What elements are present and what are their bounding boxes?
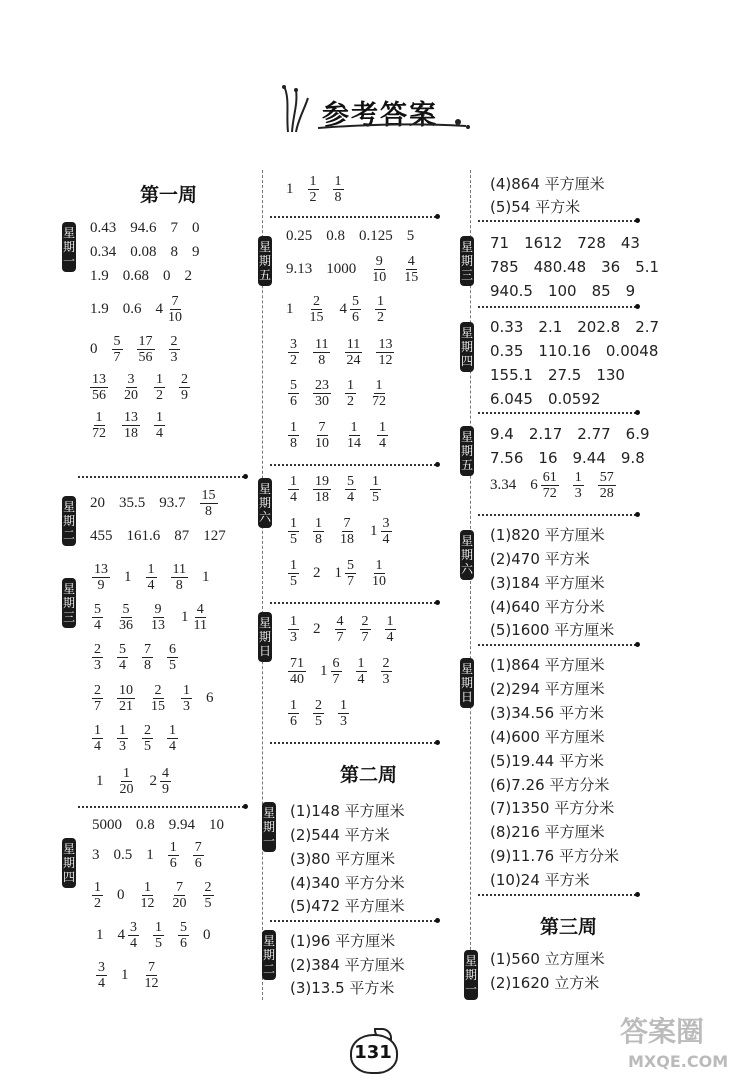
section-divider bbox=[270, 602, 436, 604]
answer-line: (7)1350 平方分米 bbox=[490, 799, 615, 817]
day-tab-saturday: 星 期 六 bbox=[460, 530, 474, 580]
answer-row: $\frac{5}{6}$ $\frac{23}{30}$ $\frac{1}{2}$ $\frac{1}{72}$ bbox=[290, 378, 386, 409]
answer-row: $\frac{1}{4}$ $\frac{19}{18}$ $\frac{5}{4}$ $\frac{1}{5}$ bbox=[290, 474, 379, 505]
answer-row: 1 4 $\frac{3}{4}$ $\frac{1}{5}$ $\frac{5}{6}$ 0 bbox=[96, 920, 211, 951]
day-tab-friday: 星 期 五 bbox=[460, 426, 474, 476]
section-divider bbox=[78, 806, 244, 808]
day-tab-sunday: 星 期 日 bbox=[258, 612, 272, 662]
section-divider bbox=[270, 216, 436, 218]
column-divider bbox=[262, 170, 263, 1000]
answer-line: (4)340 平方分米 bbox=[290, 874, 405, 892]
week-two-heading: 第二周 bbox=[340, 764, 398, 786]
page-number-badge bbox=[350, 1030, 396, 1072]
answer-line: (3)184 平方厘米 bbox=[490, 574, 605, 592]
week-one-heading: 第一周 bbox=[140, 184, 198, 206]
answer-line: (3)34.56 平方米 bbox=[490, 704, 604, 722]
answer-row: 3.34 6 $\frac{61}{72}$ $\frac{1}{3}$ $\frac{57}{28}$ bbox=[490, 470, 614, 501]
answer-row: 0 $\frac{5}{7}$ $\frac{17}{56}$ $\frac{2}{3}$ bbox=[90, 334, 178, 365]
answer-row: $\frac{2}{3}$ $\frac{5}{4}$ $\frac{7}{8}$ $\frac{6}{5}$ bbox=[94, 642, 176, 673]
answer-line: 0.33 2.1 202.8 2.7 bbox=[490, 318, 660, 336]
week-three-heading: 第三周 bbox=[540, 916, 598, 938]
answer-line: 155.1 27.5 130 bbox=[490, 366, 625, 384]
answer-line: (1)148 平方厘米 bbox=[290, 802, 405, 820]
day-tab-monday: 星 期 一 bbox=[62, 222, 76, 272]
section-divider bbox=[270, 920, 436, 922]
answer-line: (5)1600 平方厘米 bbox=[490, 621, 615, 639]
watermark-url: MXQE.COM bbox=[628, 1052, 729, 1071]
grass-decoration-icon bbox=[276, 84, 316, 134]
answer-row: 1 $\frac{1}{2}$ $\frac{1}{8}$ bbox=[286, 174, 342, 205]
answer-row: 20 35.5 93.7 $\frac{15}{8}$ bbox=[90, 488, 216, 519]
section-divider bbox=[478, 644, 636, 646]
answer-line: 0.35 110.16 0.0048 bbox=[490, 342, 659, 360]
day-tab-tuesday: 星 期 二 bbox=[62, 496, 76, 546]
answer-line: 9.4 2.17 2.77 6.9 bbox=[490, 425, 650, 443]
answer-row: 0.25 0.8 0.125 5 bbox=[286, 228, 415, 244]
answer-line: (5)19.44 平方米 bbox=[490, 752, 604, 770]
answer-row: $\frac{1}{5}$ 2 1 $\frac{5}{7}$ $\frac{1}{10}$ bbox=[290, 558, 386, 589]
answer-row: 1 $\frac{2}{15}$ 4 $\frac{5}{6}$ $\frac{1}{2}$ bbox=[286, 294, 384, 325]
answer-row: 455 161.6 87 127 bbox=[90, 528, 226, 544]
column-divider bbox=[470, 170, 471, 1000]
answer-row: $\frac{1}{72}$ $\frac{13}{18}$ $\frac{1}{4}$ bbox=[92, 410, 163, 441]
day-tab-friday: 星 期 五 bbox=[258, 236, 272, 286]
answer-row: $\frac{71}{40}$ 1 $\frac{6}{7}$ $\frac{1}{4}$ $\frac{2}{3}$ bbox=[290, 656, 390, 687]
answer-row: 9.13 1000 $\frac{9}{10}$ $\frac{4}{15}$ bbox=[286, 254, 419, 285]
day-tab-thursday: 星 期 四 bbox=[62, 838, 76, 888]
answer-row: $\frac{3}{2}$ $\frac{11}{8}$ $\frac{11}{24}$ $\frac{13}{12}$ bbox=[290, 337, 393, 368]
answer-row: 0.43 94.6 7 0 bbox=[90, 220, 200, 236]
section-divider bbox=[478, 514, 636, 516]
answer-line: (2)384 平方厘米 bbox=[290, 956, 405, 974]
answer-line: 785 480.48 36 5.1 bbox=[490, 258, 660, 276]
answer-row: 1 $\frac{1}{20}$ 2 $\frac{4}{9}$ bbox=[96, 766, 169, 797]
answer-line: (6)7.26 平方分米 bbox=[490, 776, 610, 794]
answer-row: 3 0.5 1 $\frac{1}{6}$ $\frac{7}{6}$ bbox=[92, 840, 202, 871]
answer-row: $\frac{1}{6}$ $\frac{2}{5}$ $\frac{1}{3}$ bbox=[290, 698, 347, 729]
day-tab-wednesday: 星 期 三 bbox=[62, 578, 76, 628]
answer-row: 1.9 0.6 4 $\frac{7}{10}$ bbox=[90, 294, 182, 325]
answer-line: (2)470 平方米 bbox=[490, 550, 590, 568]
section-divider bbox=[478, 894, 636, 896]
day-tab-thursday: 星 期 四 bbox=[460, 322, 474, 372]
answer-row: $\frac{1}{2}$ 0 $\frac{1}{12}$ $\frac{7}{20}$ $\frac{2}{5}$ bbox=[94, 880, 212, 911]
answer-line: (1)560 立方厘米 bbox=[490, 950, 605, 968]
answer-line: (4)864 平方厘米 bbox=[490, 175, 605, 193]
answer-row: $\frac{13}{56}$ $\frac{3}{20}$ $\frac{1}{2}$ $\frac{2}{9}$ bbox=[92, 372, 188, 403]
day-tab-monday: 星 期 一 bbox=[464, 950, 478, 1000]
answer-line: (10)24 平方米 bbox=[490, 871, 590, 889]
answer-row: $\frac{1}{3}$ 2 $\frac{4}{7}$ $\frac{2}{7}$ $\frac{1}{4}$ bbox=[290, 614, 394, 645]
answer-line: (4)600 平方厘米 bbox=[490, 728, 605, 746]
day-tab-monday: 星 期 一 bbox=[262, 802, 276, 852]
day-tab-tuesday: 星 期 二 bbox=[262, 930, 276, 980]
answer-line: 6.045 0.0592 bbox=[490, 390, 601, 408]
page-title: 参考答案 bbox=[322, 100, 438, 131]
answer-line: (5)472 平方厘米 bbox=[290, 897, 405, 915]
answer-line: (2)294 平方厘米 bbox=[490, 680, 605, 698]
answer-line: (1)96 平方厘米 bbox=[290, 932, 396, 950]
day-tab-wednesday: 星 期 三 bbox=[460, 236, 474, 286]
section-divider bbox=[270, 742, 436, 744]
answer-line: 7.56 16 9.44 9.8 bbox=[490, 449, 645, 467]
section-divider bbox=[78, 476, 244, 478]
answer-row: $\frac{1}{5}$ $\frac{1}{8}$ $\frac{7}{18}$ 1 $\frac{3}{4}$ bbox=[290, 516, 390, 547]
answer-line: (3)13.5 平方米 bbox=[290, 979, 395, 997]
section-divider bbox=[478, 412, 636, 414]
answer-line: (2)544 平方米 bbox=[290, 826, 390, 844]
section-divider bbox=[270, 464, 436, 466]
answer-line: 71 1612 728 43 bbox=[490, 234, 640, 252]
answer-line: (8)216 平方厘米 bbox=[490, 823, 605, 841]
answer-row: $\frac{1}{4}$ $\frac{1}{3}$ $\frac{2}{5}$ $\frac{1}{4}$ bbox=[94, 723, 176, 754]
answer-line: 940.5 100 85 9 bbox=[490, 282, 636, 300]
answer-row: 0.34 0.08 8 9 bbox=[90, 244, 200, 260]
day-tab-sunday: 星 期 日 bbox=[460, 658, 474, 708]
answer-row: $\frac{3}{4}$ 1 $\frac{7}{12}$ bbox=[98, 960, 159, 991]
answer-line: (1)820 平方厘米 bbox=[490, 526, 605, 544]
section-divider bbox=[478, 306, 636, 308]
answer-row: $\frac{13}{9}$ 1 $\frac{1}{4}$ $\frac{11}{8}$ 1 bbox=[94, 562, 210, 593]
answer-line: (2)1620 立方米 bbox=[490, 974, 600, 992]
answer-row: 5000 0.8 9.94 10 bbox=[92, 817, 224, 833]
answer-line: (3)80 平方厘米 bbox=[290, 850, 396, 868]
page-number: 131 bbox=[354, 1042, 392, 1063]
answer-row: 1.9 0.68 0 2 bbox=[90, 268, 192, 284]
answer-line: (5)54 平方米 bbox=[490, 198, 581, 216]
answer-row: $\frac{1}{8}$ $\frac{7}{10}$ $\frac{1}{14}$ $\frac{1}{4}$ bbox=[290, 420, 386, 451]
answer-line: (1)864 平方厘米 bbox=[490, 656, 605, 674]
answer-row: $\frac{5}{4}$ $\frac{5}{36}$ $\frac{9}{13}$ 1 $\frac{4}{11}$ bbox=[94, 602, 207, 633]
watermark-logo: 答案圈 bbox=[620, 1015, 705, 1048]
section-divider bbox=[478, 220, 636, 222]
answer-line: (9)11.76 平方分米 bbox=[490, 847, 619, 865]
answer-row: $\frac{2}{7}$ $\frac{10}{21}$ $\frac{2}{15}$ $\frac{1}{3}$ 6 bbox=[94, 683, 214, 714]
title-underline-icon bbox=[316, 118, 471, 132]
answer-line: (4)640 平方分米 bbox=[490, 598, 605, 616]
day-tab-saturday: 星 期 六 bbox=[258, 478, 272, 528]
